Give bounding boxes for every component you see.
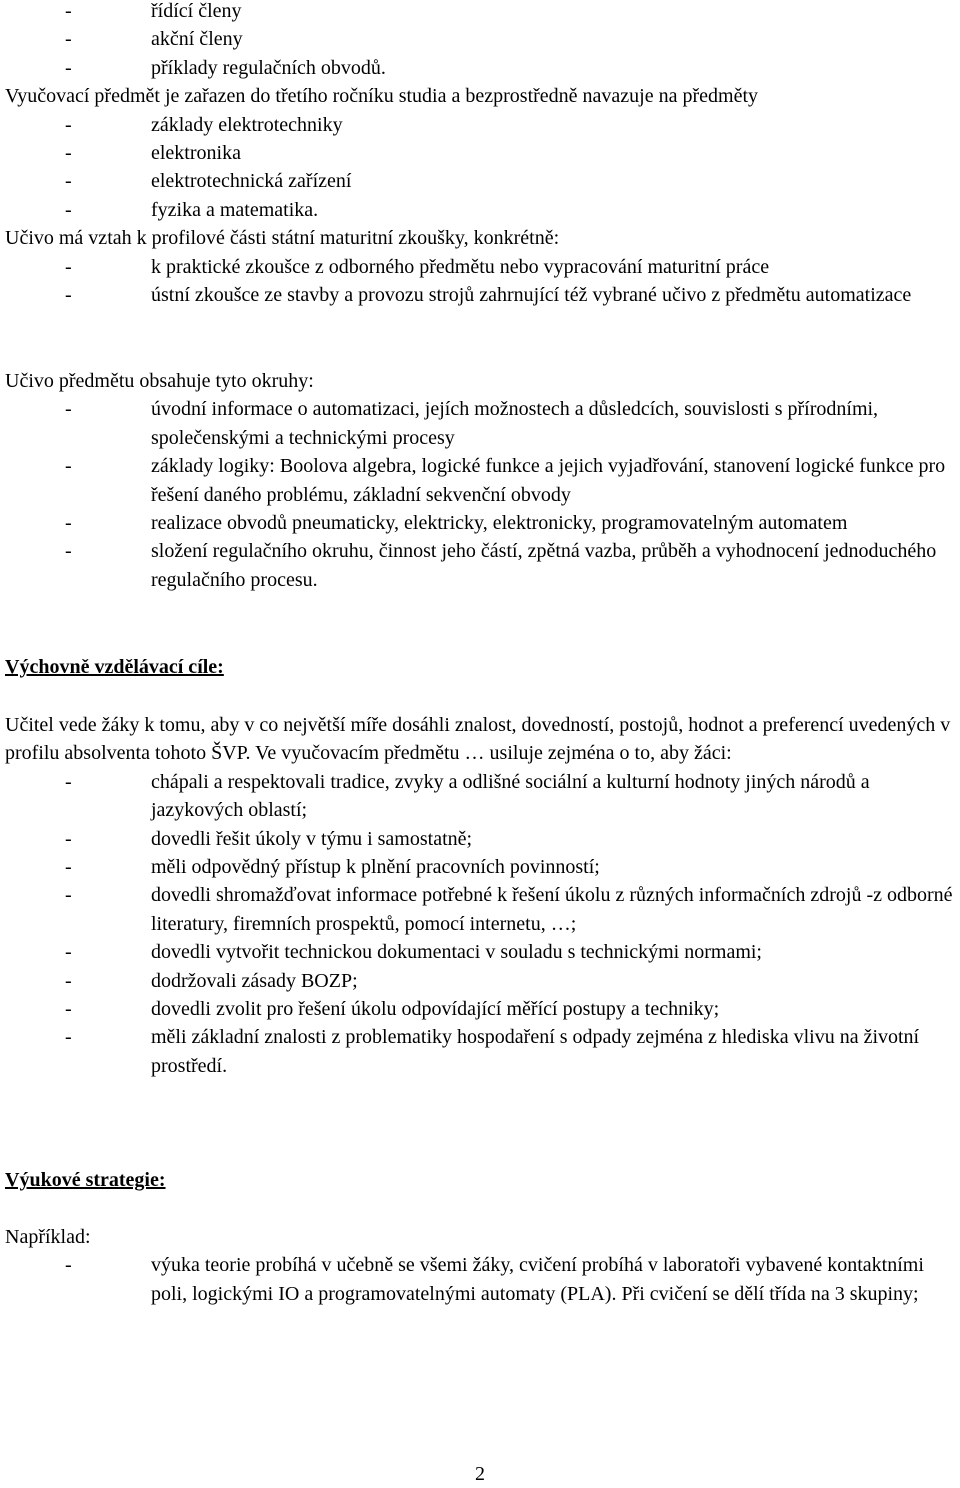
list-item: - fyzika a matematika. [65,198,319,221]
list-item: - řídící členy [65,0,242,22]
strategies-heading: Výukové strategie: [5,1169,166,1191]
strategies-section [5,1223,960,1308]
strategies-list [5,1251,960,1308]
goals-heading: Výchovně vzdělávací cíle: [5,656,224,678]
list-item: - měli základní znalosti z problematiky hospodaření s odpady zejména z hlediska vlivu na životní prostředí. [65,1026,920,1077]
example-label: Například: [5,1226,91,1248]
list-item: - výuka teorie probíhá v učebně se všemi žáky, cvičení probíhá v laboratoři vybavené kontaktními poli, logickými IO a programovatelnými automaty (PLA). Při cvičení se dělí třída na 3 skupiny; [65,1254,924,1305]
list-item: - základy elektrotechniky [65,113,343,136]
list-item: - příklady regulačních obvodů. [65,56,386,79]
goals-heading-section [5,653,960,681]
exam-list [5,253,960,310]
exam-sentence: Učivo má vztah k profilové části státní maturitní zkoušky, konkrétně: [5,227,560,250]
list-item: - chápali a respektovali tradice, zvyky a odlišné sociální a kulturní hodnoty jiných národů a jazykových oblastí; [65,770,870,822]
list-item: - dovedli zvolit pro řešení úkolu odpovídající měřící postupy a techniky; [65,998,720,1021]
related-subjects-list [5,111,960,225]
list-item: - ústní zkoušce ze stavby a provozu strojů zahrnující též vybrané učivo z předmětu automatizace [65,284,912,307]
goals-list [5,768,960,1080]
list-item: - dovedli shromažďovat informace potřebné k řešení úkolu z různých informačních zdrojů -z odborné literatury, firemních prospektů, pomocí internetu, …; [65,884,953,935]
list-item: - dovedli řešit úkoly v týmu i samostatně; [65,827,473,850]
list-item: - k praktické zkoušce z odborného předmětu nebo vypracování maturitní práce [65,255,770,278]
list-item: - dovedli vytvořit technickou dokumentaci v souladu s technickými normami; [65,941,762,964]
list-item: - realizace obvodů pneumaticky, elektricky, elektronicky, programovatelným automatem [65,512,848,535]
page-number: 2 [475,1463,485,1485]
list-item: - elektronika [65,142,241,165]
list-item: - složení regulačního okruhu, činnost jeho částí, zpětná vazba, průběh a vyhodnocení jednoduchého regulačního procesu. [65,540,937,591]
goals-intro: Učitel vede žáky k tomu, aby v co největší míře dosáhli znalost, dovedností, postojů, hodnot a preferencí uvedených v profilu absolventa tohoto ŠVP. Ve vyučovacím předmětu … usiluje zejména o to, aby žáci: [5,714,951,765]
strategies-heading-section [5,1166,960,1194]
content-list [5,395,960,594]
top-list [5,0,960,82]
top-list-section [5,0,960,309]
list-item: - akční členy [65,28,243,51]
list-item: - dodržovali zásady BOZP; [65,969,358,992]
list-item: - základy logiky: Boolova algebra, logické funkce a jejich vyjadřování, stanovení logické funkce pro řešení daného problému, základní sekvenční obvody [65,455,946,506]
content-intro: Učivo předmětu obsahuje tyto okruhy: [5,370,314,392]
goals-section [5,711,960,1080]
content-section [5,367,960,594]
list-item: - elektrotechnická zařízení [65,170,352,193]
list-item: - úvodní informace o automatizaci, jejích možnostech a důsledcích, souvislosti s přírodními, společenskými a technickými procesy [65,398,879,449]
intro-sentence: Vyučovací předmět je zařazen do třetího ročníku studia a bezprostředně navazuje na předměty [5,85,759,108]
list-item: - měli odpovědný přístup k plnění pracovních povinností; [65,856,600,879]
